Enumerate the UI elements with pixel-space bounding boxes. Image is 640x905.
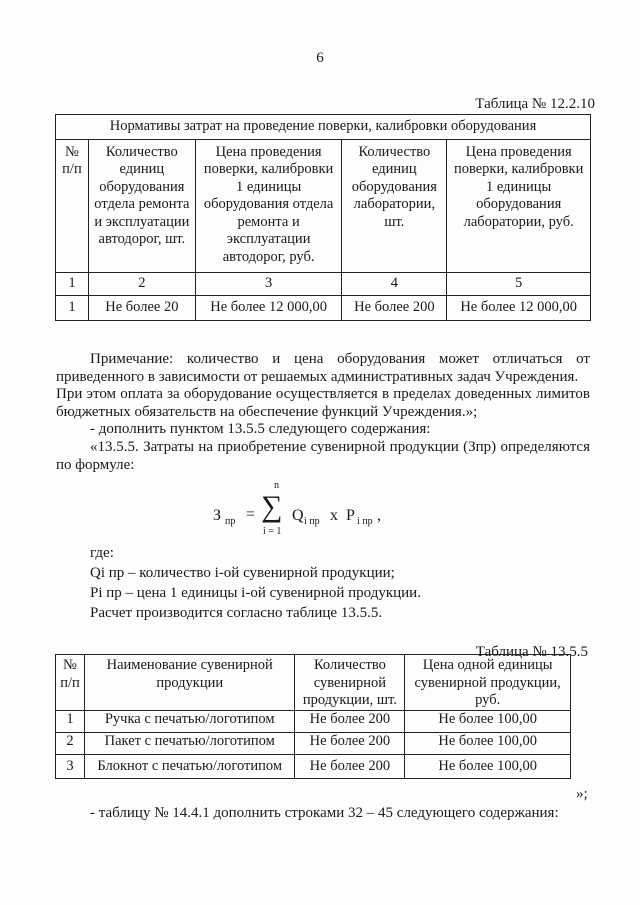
- table2-cell: Не более 200: [295, 755, 405, 779]
- table1-header-cell: Количество единиц оборудования лаборатории, шт.: [342, 139, 447, 272]
- table2-cell: Ручка с печатью/логотипом: [84, 711, 295, 733]
- table-row: [56, 733, 571, 755]
- table-row: [56, 755, 571, 779]
- formula-q-sub: i пр: [304, 516, 320, 527]
- clause-13-5-5-text: «13.5.5. Затраты на приобретение сувенирной продукции (Зпр) определяются по формуле:: [56, 439, 590, 473]
- where-label: где:: [90, 545, 114, 561]
- note-paragraph: Примечание: количество и цена оборудования может отличаться от приведенного в зависимости от решаемых административных задач Учреждения.: [56, 351, 590, 385]
- table2-header-cell: Цена одной единицы сувенирной продукции, руб.: [405, 655, 571, 711]
- table1-column-number: 1: [56, 272, 89, 295]
- table1-title: Нормативы затрат на проведение поверки, калибровки оборудования: [56, 115, 591, 140]
- sum-symbol: ∑: [261, 490, 283, 523]
- table2-caption: Таблица № 13.5.5: [475, 644, 588, 660]
- table-13-5-5: [55, 654, 571, 779]
- table2-header-cell: Количество сувенирной продукции, шт.: [295, 655, 405, 711]
- table1-cell: 1: [56, 295, 89, 320]
- table-row: [56, 295, 591, 320]
- page-number: 6: [316, 50, 324, 66]
- q-definition: Qi пр – количество i-ой сувенирной продукции;: [90, 565, 395, 581]
- formula-p-sub: i пр: [357, 516, 373, 527]
- table1-header-cell: № п/п: [56, 139, 89, 272]
- formula-tail: ,: [377, 507, 381, 524]
- table1-header-cell: Количество единиц оборудования отдела ремонта и эксплуатации автодорог, шт.: [88, 139, 195, 272]
- formula: З пр = n ∑ i = 1 Q i пр х P i пр ,: [213, 480, 381, 537]
- table2-header-cell: № п/п: [56, 655, 85, 711]
- table2-cell: 2: [56, 733, 85, 755]
- calculation-note: Расчет производится согласно таблице 13.5.5.: [90, 605, 383, 621]
- formula-p: P: [346, 507, 355, 524]
- final-amendment-line: - таблицу № 14.4.1 дополнить строками 32 – 45 следующего содержания:: [90, 805, 559, 821]
- table2-cell: Не более 200: [295, 733, 405, 755]
- table1-header-row: [56, 139, 591, 272]
- table1-column-number: 5: [447, 272, 591, 295]
- table1-column-numbers-row: [56, 272, 591, 295]
- table1-cell: Не более 20: [88, 295, 195, 320]
- table-row: [56, 711, 571, 733]
- table2-closing-quote: »;: [576, 786, 588, 802]
- note-payment-paragraph: При этом оплата за оборудование осуществляется в пределах доведенных лимитов бюджетных обязательств на обеспечение функций Учреждения.»;: [56, 386, 590, 420]
- table1-caption: Таблица № 12.2.10: [475, 96, 595, 112]
- table1-column-number: 2: [88, 272, 195, 295]
- formula-q: Q: [292, 507, 304, 524]
- table-12-2-10: [55, 114, 591, 321]
- table1-header-cell: Цена проведения поверки, калибровки 1 единицы оборудования отдела ремонта и эксплуатации автодорог, руб.: [195, 139, 342, 272]
- p-definition: Pi пр – цена 1 единицы i-ой сувенирной продукции.: [90, 585, 421, 601]
- table2-header-row: [56, 655, 571, 711]
- sum-lower-limit: i = 1: [263, 526, 282, 537]
- table2-cell: 3: [56, 755, 85, 779]
- table2-cell: 1: [56, 711, 85, 733]
- table2-cell: Пакет с печатью/логотипом: [84, 733, 295, 755]
- table2-cell: Не более 100,00: [405, 733, 571, 755]
- table2-cell: Не более 100,00: [405, 755, 571, 779]
- formula-lhs: З: [213, 507, 222, 524]
- table1-cell: Не более 12 000,00: [447, 295, 591, 320]
- table1-column-number: 4: [342, 272, 447, 295]
- formula-times: х: [330, 507, 338, 524]
- table2-cell: Не более 200: [295, 711, 405, 733]
- table2-cell: Не более 100,00: [405, 711, 571, 733]
- amendment-line: - дополнить пунктом 13.5.5 следующего содержания:: [90, 421, 431, 437]
- table1-header-cell: Цена проведения поверки, калибровки 1 единицы оборудования лаборатории, руб.: [447, 139, 591, 272]
- sum-upper-limit: n: [274, 480, 279, 491]
- table1-column-number: 3: [195, 272, 342, 295]
- formula-lhs-sub: пр: [225, 516, 236, 527]
- table2-header-cell: Наименование сувенирной продукции: [84, 655, 295, 711]
- table2-cell: Блокнот с печатью/логотипом: [84, 755, 295, 779]
- table1-cell: Не более 200: [342, 295, 447, 320]
- table1-cell: Не более 12 000,00: [195, 295, 342, 320]
